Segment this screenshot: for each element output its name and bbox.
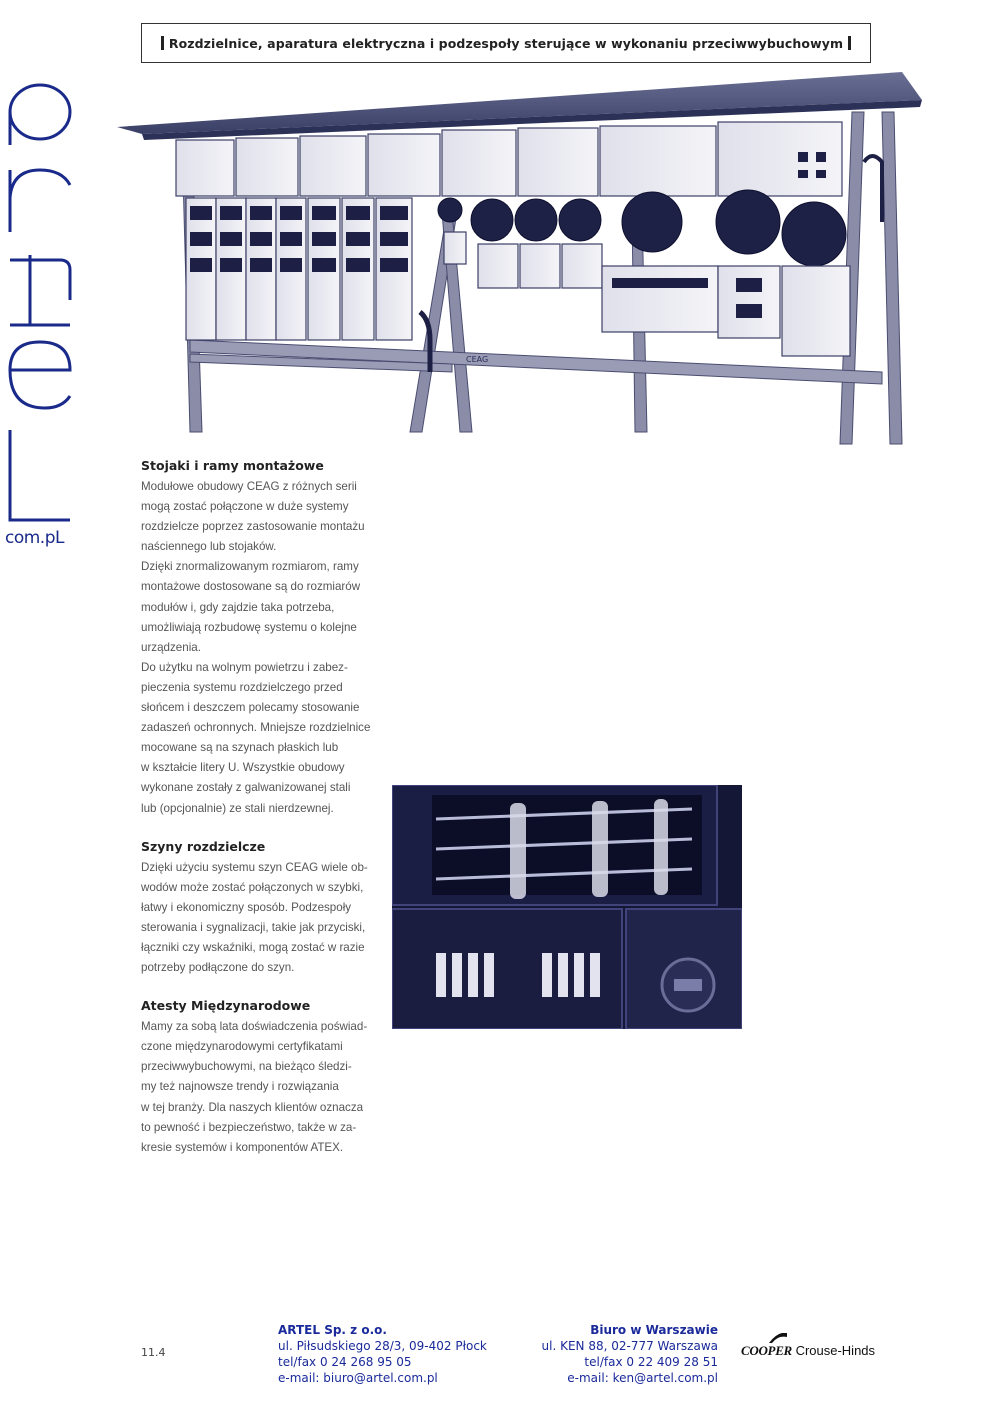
main-text-column (141, 458, 381, 1178)
office-street: ul. KEN 88, 02-777 Warszawa (541, 1339, 718, 1353)
section-heading: Atesty Międzynarodowe (141, 998, 311, 1014)
company-email[interactable]: e-mail: biuro@artel.com.pl (278, 1371, 438, 1385)
brand-cooper: COOPER (741, 1343, 792, 1358)
office-phone: tel/fax 0 22 409 28 51 (584, 1355, 718, 1369)
ceag-label: CEAG (466, 355, 489, 364)
office-address-block (520, 1322, 718, 1386)
section-atesty (141, 998, 381, 1158)
logo-domain: com.pL (5, 528, 64, 548)
office-email[interactable]: e-mail: ken@artel.com.pl (567, 1371, 718, 1385)
artel-wordmark-graphic (0, 70, 80, 560)
header-bar-left (161, 36, 164, 50)
page-number: 11.4 (141, 1346, 166, 1359)
header-title-box (141, 23, 871, 63)
cooper-crouse-hinds-logo (741, 1343, 875, 1359)
header-bar-right (848, 36, 851, 50)
switchgear-rack-illustration (112, 72, 924, 450)
artel-logo (0, 70, 80, 560)
section-body: Mamy za sobą lata doświadczenia poświad- czone międzynarodowymi certyfikatami przeciwwybuchowymi, na bieżąco śledzi- my też najnowsze trendy i rozwiązania w tej branży. Dla naszych klientów oznacza to pewność i bezpieczeństwo, także w za- kresie systemów i komponentów ATEX. (141, 1020, 368, 1154)
company-address-block (278, 1322, 487, 1386)
section-stojaki (141, 458, 381, 819)
switchgear-rack-photo (112, 72, 924, 450)
busbar-enclosure-illustration (392, 785, 742, 1029)
brand-crouse-hinds: Crouse-Hinds (795, 1343, 876, 1358)
header-title: Rozdzielnice, aparatura elektryczna i podzespoły sterujące w wykonaniu przeciwwybuchowym (168, 35, 844, 51)
company-name: ARTEL Sp. z o.o. (278, 1323, 387, 1337)
company-street: ul. Piłsudskiego 28/3, 09-402 Płock (278, 1339, 487, 1353)
section-body: Modułowe obudowy CEAG z różnych serii mogą zostać połączone w duże systemy rozdzielcze poprzez zastosowanie montażu naściennego lub stojaków. Dzięki znormalizowanym rozmiarom, ramy montażowe dostosowane są do rozmiarów modułów i, gdy zajdzie taka potrzeba, umożliwiają rozbudowę systemu o kolejne urządzenia. Do użytku na wolnym powietrzu i zabez- pieczenia systemu rozdzielczego przed słońcem i deszczem polecamy stosowanie zadaszeń ochronnych. Mniejsze rozdzielnice mocowane są na szynach płaskich lub w kształcie litery U. Wszystkie obudowy wykonane zostały z galwanizowanej stali lub (opcjonalnie) ze stali nierdzewnej. (141, 480, 371, 815)
section-body: Dzięki użyciu systemu szyn CEAG wiele ob- wodów może zostać połączonych w szybki, łatwy i ekonomiczny sposób. Podzespoły sterowania i sygnalizacji, takie jak przyciski, łączniki czy wskaźniki, mogą zostać w razie potrzeby podłączone do szyn. (141, 860, 368, 975)
company-phone: tel/fax 0 24 268 95 05 (278, 1355, 412, 1369)
cooper-swoosh-icon (769, 1333, 787, 1343)
busbar-enclosure-photo (392, 785, 742, 1029)
section-heading: Stojaki i ramy montażowe (141, 458, 324, 473)
section-szyny (141, 839, 381, 979)
office-name: Biuro w Warszawie (590, 1323, 718, 1337)
section-heading: Szyny rozdzielcze (141, 838, 266, 854)
